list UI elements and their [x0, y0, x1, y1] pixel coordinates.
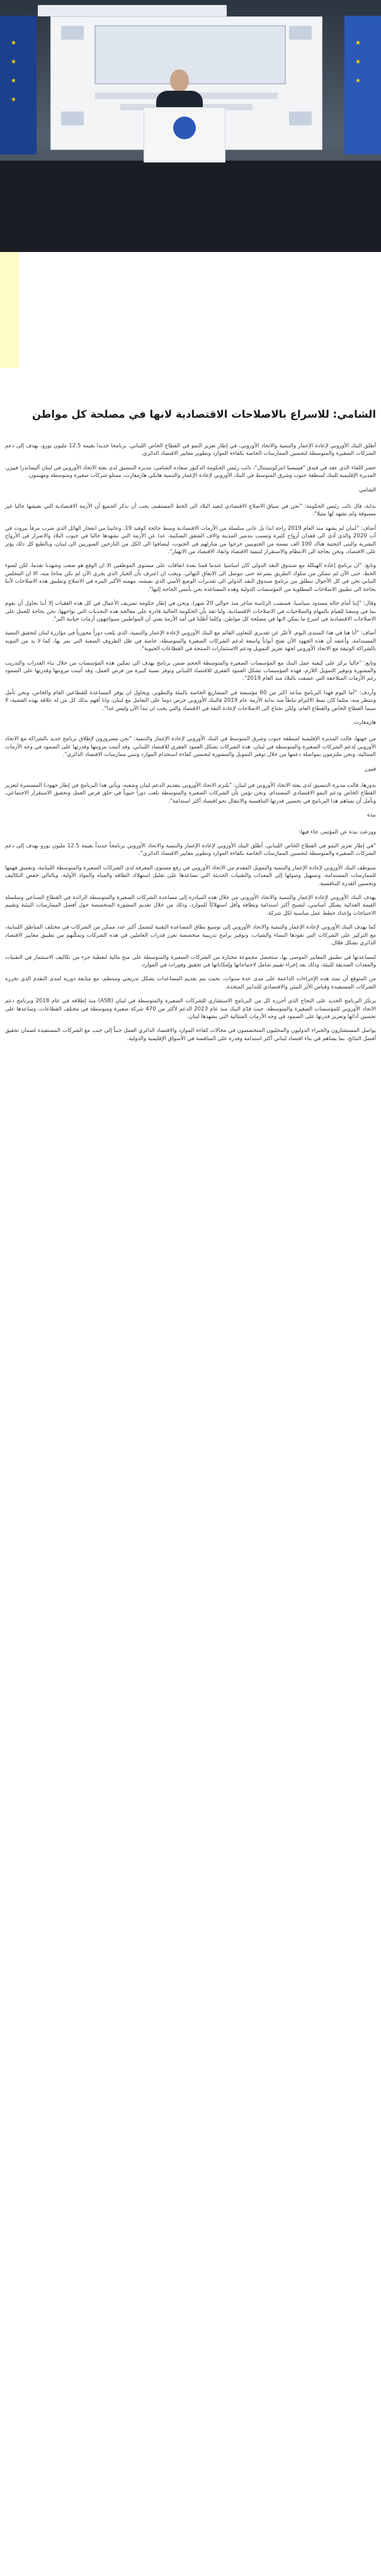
backdrop-logo [61, 26, 84, 40]
article-paragraph: من المتوقع أن تمتد هذه الإجراءات الداعمة على مدى عدة سنوات، بحيث يتم تقديم المساعدات بشكل تدريجي ومنتظم، مع متابعة دورية لمدى التقدم الذي تحرزه الشركات المستفيدة وقياس الأثر البيئي والاقتصادي للتدابير المتخذة. [5, 976, 376, 990]
article-paragraph: ووزعت نبذة عن المؤتمر، جاء فيها: [299, 828, 376, 835]
article-paragraph: يواصل المستشارون والخبراء الدوليون والمحليون المتخصصون في مجالات كفاءة الموارد والاقتصاد الدائري العمل جنباً إلى جنب مع الشركات المستفيدة لضمان تحقيق أفضل النتائج، بما يساهم في بناء اقتصاد لبناني أكثر استدامة وقدرة على المنافسة في الأسواق الإقليمية والدولية. [5, 1028, 376, 1042]
article-paragraph: وتابع: "حاليا نركز على كيفية عمل البنك مع المؤسسات الصغيرة والمتوسطة الحجم ضمن برنامج يهدف الى تمكين هذه المؤسسات من خلال بناء القدرات والتدريب والمشورة وتوفير التمويل اللازم، فهذه المؤسسات تشكل العمود الفقري للاقتصاد اللبناني وتوفر نسبة كبيرة من فرص العمل، وقد أثبتت مرونتها وقدرتها على الصمود رغم الأزمات المتلاحقة التي عصفت بالبلاد منذ العام 2019". [5, 660, 376, 682]
article-body [5, 442, 376, 1049]
article-hero-image [0, 0, 381, 252]
backdrop-logo [289, 112, 312, 125]
section-subheading: هارمغارت [354, 719, 376, 726]
article-paragraph: سيوظف البنك الأوروبي لإعادة الإعمار والتنمية والتمويل المقدم من الاتحاد الأوروبي في رفع مستوى المعرفة لدى الشركات الصغيرة والمتوسطة اللبنانية، وتعميق فهمها للممارسات المستدامة، وتسهيل وصولها إلى المعدات والتقنيات الحديثة التي تساعدها على تقليل استهلاك الطاقة والمياه والمواد الأولية، وبالتالي خفض التكاليف وتحسين القدرة التنافسية. [5, 864, 376, 887]
article-paragraph: حضر اللقاء الذي عقد في فندق "فينيسيا انتركونتيننتال"، نائب رئيس الحكومة الدكتور سعاده الشامي، مديرة التنسيق لدى بعثة الاتحاد الأوروبي في لبنان أليساندرا فييزر، المديرة الإقليمية للبنك لمنطقة جنوب وشرق المتوسط في البنك الأوروبي لإعادة الإعمار والتنمية هايكي هارمغارت، ممثلو شركات صغيرة ومتوسطة ومهتمون. [5, 464, 376, 479]
eu-flag: ★ ★ ★ ★ [0, 16, 37, 154]
advertisement-placeholder [0, 252, 19, 368]
backdrop-logo [61, 112, 84, 125]
article-paragraph: بدورها، قالت مديرة التنسيق لدى بعثة الاتحاد الأوروبي في لبنان: "يلتزم الاتحاد الأوروبي بتقديم الدعم لبنان وشعبه، ويأتي هذا البرنامج في إطار جهودنا المستمرة لتعزيز القطاع الخاص ودعم النمو الاقتصادي المستدام، ونحن نؤمن بأن الشركات الصغيرة والمتوسطة تلعب دوراً حيوياً في خلق فرص العمل وتحقيق الاستقرار الاجتماعي، ونأمل أن يساهم هذا البرنامج في تحسين قدرتها التنافسية والانتقال نحو اقتصاد أكثر استدامة". [5, 782, 376, 804]
article-paragraph: وأردف: "أما اليوم فهذا البرنامج ساعد اكثر من 60 مؤسسة في المشاريع الخاصة بالبيئة والتطوير، ويحاول ان يوفر المساعدة للقطاعين العام والخاص، ونحن نأمل وننتظر منه، مثلما كان نمط الالتزام تباطأ منذ بداية الأزمة عام 2019 فالبنك الأوروبي حرص دوما على التعامل مع لبنان، وانا أفهم بذلك كل من له علاقة بهذه القضية، لا سيما القطاع الخاص والقطاع العام، ولكن نحتاج الى الاصلاحات لإعادة الثقة في الاقتصاد والتي يجب ان تبدأ الآن وليس غدا". [5, 689, 376, 712]
article-paragraph: وتابع: "ان برنامج إعادة الهيكلة مع صندوق النقد الدولي كان اساسيا عندما قمنا بعدة اتفاقات على مستوى الموظفين الا ان الوقع هو صعب وشهدنا تقدما، لكن لسوء الحظ، حتى الآن لم نتمكن من سلوك الطريق بسرعة حتى نتوصل الى الاتفاق النهائي، ويجب ان اعترف بأن الخيار الذي يجري الآن لم نكن متاحا منه، الا ان المجلس النيابي نحن في كل الأحوال ننطلق من برنامج صندوق النقد الدولي الى تقديرات الوضع الأمني الذي نعيشه، مهمته الأكبر المرة في الاصلاح وتطبيق هذه الاصلاحات لأننا بحاجة الى تطبيق الاصلاحات المطلوبة من المؤسسات الدولية وهذه المساعدة نحن بأمس الحاجة إليها". [5, 563, 376, 593]
article-paragraph: "في إطار تعزيز النمو في القطاع الخاص اللبناني، أطلق البنك الأوروبي لإعادة الإعمار والتنمية والاتحاد الأوروبي برنامجاً جديداً بقيمة 12.5 مليون يورو يهدف إلى دعم الشركات الصغيرة والمتوسطة لتحسين الممارسات الخاصة بكفاءة الموارد وتطوير معايير الاقتصاد الدائري". [5, 843, 377, 857]
section-subheading: نبذة [367, 812, 376, 819]
backdrop-logo [289, 26, 312, 40]
article-title: الشامي: للاسراع بالاصلاحات الاقتصادية لانها في مصلحة كل مواطن [32, 408, 376, 420]
article-paragraph: بداية، قال نائب رئيس الحكومة: "نحن في سياق الاصلاح الاقتصادي لتعيد البلاد الى الخط المستقيم، يجب أن نذكر الجميع أن الأزمة الاقتصادية التي نعيشها حاليا غير مسبوقة ولم نشهد لها مثيلا". [5, 503, 376, 518]
article-paragraph: أطلق البنك الأوروبي لإعادة الإعمار والتنمية والاتحاد الأوروبي، في إطار تعزيز النمو في القطاع الخاص اللبناني، برنامجا جديدا بقيمة 12.5 مليون يورو، يهدف إلى دعم الشركات الصغيرة والمتوسطة لتحسين الممارسات الخاصة بكفاءة الموارد وتطوير معايير الاقتصاد الدائري. [5, 443, 376, 457]
article-paragraph: لمساعدتها في تطبيق المعايير الموصى بها، ستحصل مجموعة مختارة من الشركات الصغيرة والمتوسطة على منح مالية لتغطية جزء من تكاليف الاستثمار في التقنيات والمعدات الصديقة للبيئة، وذلك بعد إجراء تقييم شامل لاحتياجاتها وإمكاناتها في تحقيق وفورات في الموارد. [5, 954, 376, 968]
section-subheading: فييزر [364, 765, 376, 772]
article-paragraph: أضاف: "لبنان لم يشهد منذ العام 2019 راحة ابدا بل عانى سلسلة من الأزمات الاقتصادية وسط جائحة كوفيد 19، وعانينا من انفجار الهائل الذي ضرب مرفأ بيروت في آب 2020 والذي أدى الى فقدان أرواح كثيرة وتسبب بتدمير المدينة والاف الشقق السكنية، عدا عن الأزمة التي نشهدها حاليا في جنوب البلاد والاضرار في الأرواح البشرية والبنى التحتية هناك 100 الف نسمة من الجنوبيين خرجوا من منازلهم في الجنوب، ليضافوا الى الكل من النازحين السوريين الى لبنان، وبالطبع كل ذلك يؤثر على الاقتصاد، ونحن بحاجة الى الانتظام والاستقرار لتنمية الاقتصاد وانقاذ الاقتصاد من الانهيار". [5, 525, 376, 556]
hero-image-caption-strip [38, 5, 227, 16]
section-subheading: الشامي [358, 486, 376, 493]
eu-flag: ★ ★ ★ [344, 16, 381, 154]
article-paragraph: يهدف البنك الأوروبي لإعادة الإعمار والتنمية والاتحاد الأوروبي من خلال هذه المبادرة إلى مساعدة الشركات الصغيرة والمتوسطة الرائدة في القطاع الصناعي وسلسلة القيمة الغذائية بشكل أساسي، لتصبح أكثر استدامة ونظافة وأقل استهلاكاً للموارد، وذلك من خلال تقديم المشورة المتخصصة حول أفضل الممارسات البيئية وتقييم الاحتياجات وإعداد خطط عمل مناسبة لكل شركة. [5, 895, 376, 917]
hero-stage-floor [0, 161, 381, 252]
podium-logo [173, 117, 196, 139]
article-paragraph: من جهتها، قالت المديرة الإقليمية لمنطقة جنوب وشرق المتوسط في البنك الأوروبي لإعادة الإعمار والتنمية: "نحن مسرورون لإطلاق برنامج جديد بالشراكة مع الاتحاد الأوروبي لدعم الشركات الصغيرة والمتوسطة في لبنان، هذه الشركات تشكل العمود الفقري للاقتصاد اللبناني، وقد أثبتت مرونتها وقدرتها على الصمود في وجه الأزمات المتتالية، ونحن ملتزمون بمواصلة دعمها من خلال توفير التمويل والمشورة لتحسين كفاءة استخدام الموارد وتبني ممارسات الاقتصاد الدائري". [5, 736, 376, 758]
article-paragraph: كما يهدف البنك الأوروبي لإعادة الإعمار والتنمية والاتحاد الأوروبي إلى توسيع نطاق المساعدة التقنية لتشمل أكبر عدد ممكن من الشركات في مختلف المناطق اللبنانية، مع التركيز على الشركات التي تقودها النساء والشباب، وتوفير برامج تدريبية متخصصة تعزز قدرات العاملين في هذه الشركات وتمكّنهم من تطبيق معايير الاقتصاد الدائري بشكل فعّال. [5, 924, 376, 947]
article-paragraph: أضاف: "أنا هنا في هذا المنتدى اليوم، لأعبّر عن تقديري للتعاون القائم مع البنك الأوروبي لإعادة الإعمار والتنمية، الذي يلعب دوراً محورياً في مؤازرة لبنان لتحقيق التنمية المستدامة، وأعتقد أن هذه الجهود الآن تفتح أبواباً واسعة لدعم الشركات الصغيرة والمتوسطة، خاصة في ظل الظروف الصعبة التي نمر بها، كما لا بد من التنويه بالشراكة الوثيقة مع الاتحاد الأوروبي لجهة تعزيز التمويل ودعم الاستثمارات المنتجة في القطاعات الحيوية". [5, 630, 376, 653]
podium [144, 107, 225, 163]
article-paragraph: وقال: "إننا أمام حالة مسدود سياسيا، فمنصب الرئاسة شاغر منذ حوالي 20 شهرا، ونحن في إطار حكومة تصريف الأعمال في كل هذه العقبات إلا أننا نحاول أن نقوم بما في وسعنا للقيام بالمهام والصلاحيات في الاصلاحات الاقتصادية، ولنا ثقة بأن الحكومة الحالية قادرة على معالجة هذه التحديات التي نواجهها، نحن بحاجة للعمل على الاصلاحات الاقتصادية في اسرع ما يمكن لانها في مصلحة كل مواطن، وكلما أطلنا في أمد الأزمة يعني أن المواطنين سيواجهون أزمات حياتية اكبر". [5, 600, 376, 622]
article-paragraph: يرتكز البرنامج الجديد على النجاح الذي أحرزه كل من البرنامج الاستشاري للشركات الصغيرة والمتوسطة في لبنان (ASB) منذ إطلاقه في عام 2018 وبرنامج دعم الاتحاد الأوروبي للمؤسسات الصغيرة والمتوسطة، حيث قدّم البنك منذ عام 2023 الدعم لأكثر من 470 شركة صغيرة ومتوسطة في مختلف القطاعات، وساعدها على تحسين أدائها وتعزيز قدرتها على الصمود في وجه الأزمات المتتالية التي يشهدها لبنان. [5, 998, 376, 1020]
